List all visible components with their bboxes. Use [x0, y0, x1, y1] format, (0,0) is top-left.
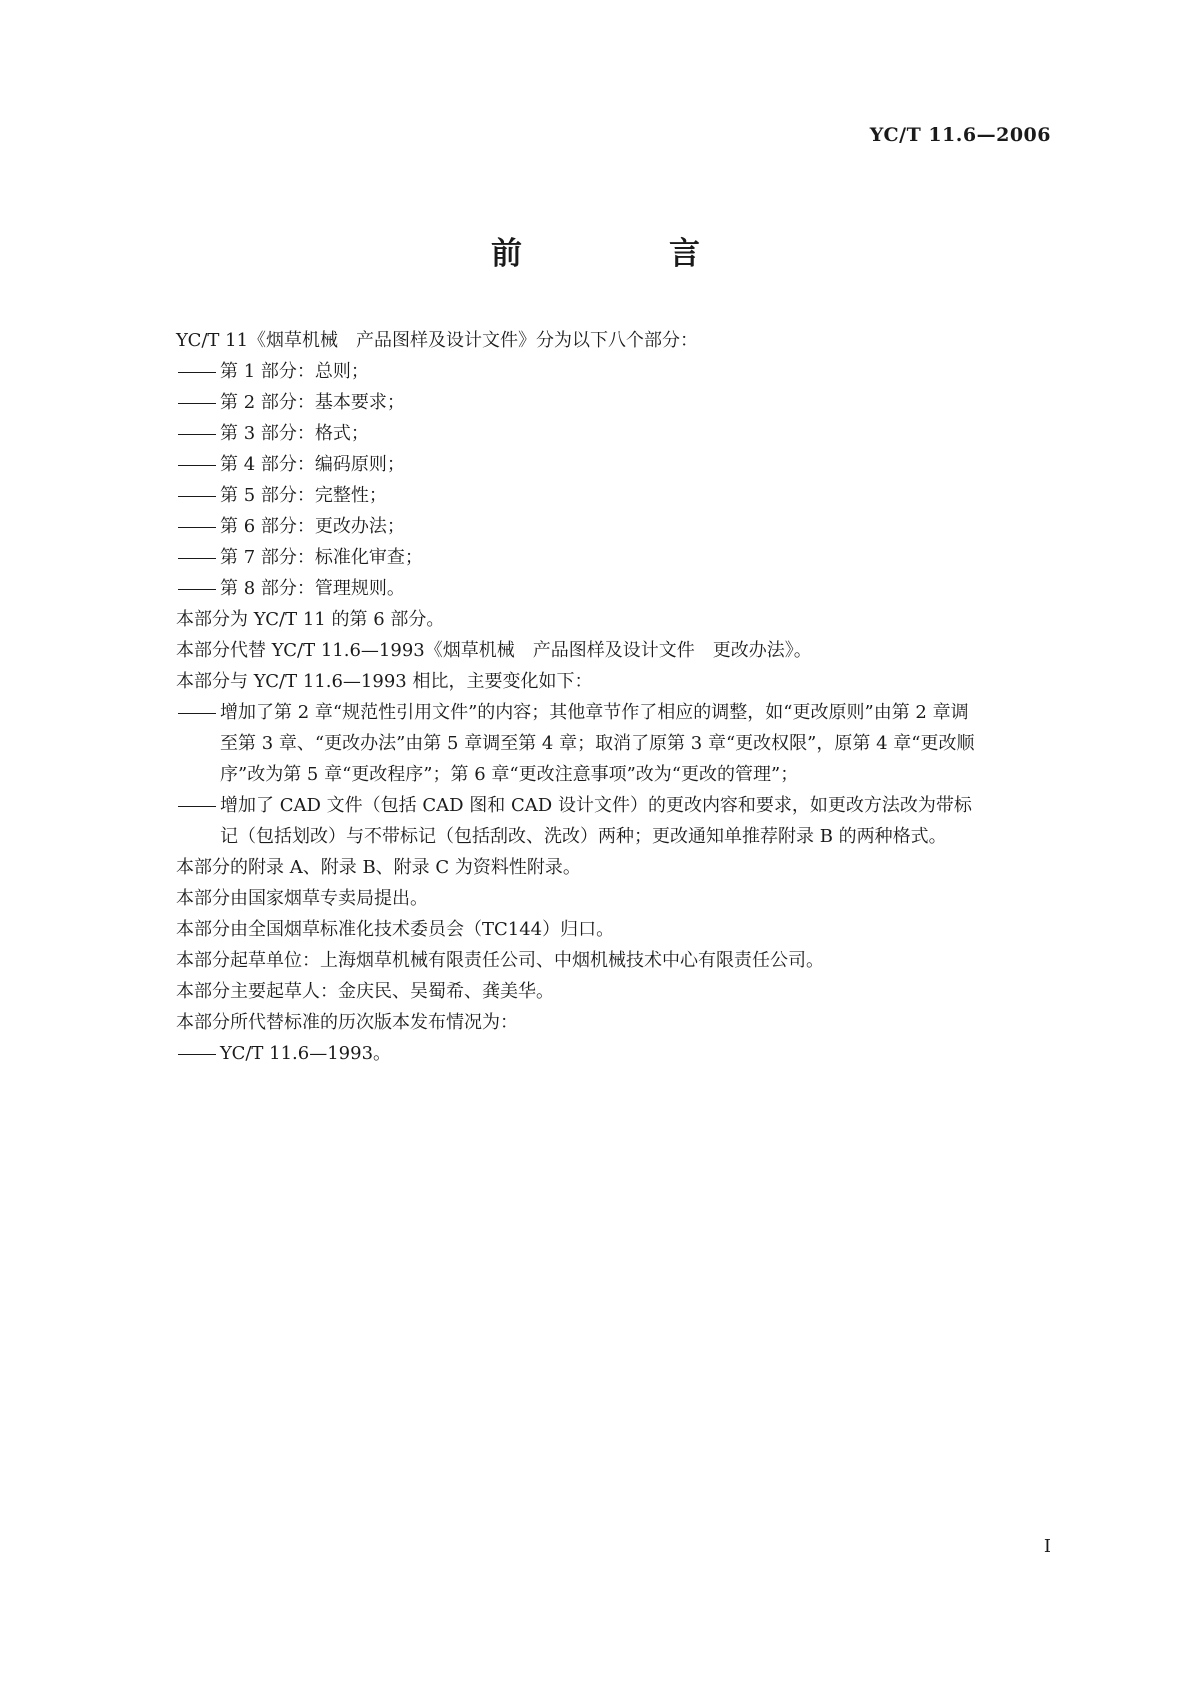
em-dash — [176, 1038, 220, 1069]
list-item-text: 第 5 部分：完整性； — [220, 485, 387, 506]
em-dash — [176, 480, 220, 511]
em-dash — [176, 418, 220, 449]
em-dash — [176, 697, 220, 728]
em-dash — [176, 511, 220, 542]
change-item — [176, 790, 1076, 852]
list-item — [176, 573, 1076, 604]
proposed-by-paragraph: 本部分由国家烟草专卖局提出。 — [176, 888, 428, 909]
list-item-text: 第 4 部分：编码原则； — [220, 454, 405, 475]
history-item — [176, 1038, 1076, 1069]
replaces-paragraph: 本部分代替 YC/T 11.6—1993《烟草机械 产品图样及设计文件 更改办法》。 — [176, 640, 812, 661]
change-item-text — [220, 790, 1076, 852]
em-dash — [176, 790, 220, 821]
em-dash — [176, 387, 220, 418]
em-dash — [176, 573, 220, 604]
change-item-text — [220, 697, 1076, 790]
page-title: 前 言 — [491, 236, 758, 272]
change-item-line: 序”改为第 5 章“更改程序”；第 6 章“更改注意事项”改为“更改的管理”； — [220, 764, 799, 785]
standard-code: YC/T 11.6—2006 — [869, 124, 1051, 146]
history-intro-paragraph: 本部分所代替标准的历次版本发布情况为： — [176, 1012, 518, 1033]
foreword-body — [176, 325, 1076, 1069]
list-item — [176, 449, 1076, 480]
this-part-paragraph: 本部分为 YC/T 11 的第 6 部分。 — [176, 609, 445, 630]
drafting-units-paragraph: 本部分起草单位：上海烟草机械有限责任公司、中烟机械技术中心有限责任公司。 — [176, 950, 824, 971]
change-item-line: 记（包括划改）与不带标记（包括刮改、洗改）两种；更改通知单推荐附录 B 的两种格式。 — [220, 826, 947, 847]
list-item-text: 第 8 部分：管理规则。 — [220, 578, 405, 599]
centralized-by-paragraph: 本部分由全国烟草标准化技术委员会（TC144）归口。 — [176, 919, 615, 940]
change-item-line: 增加了 CAD 文件（包括 CAD 图和 CAD 设计文件）的更改内容和要求，如更改方法改为带标 — [220, 795, 972, 816]
list-item-text: 第 1 部分：总则； — [220, 361, 369, 382]
change-item — [176, 697, 1076, 790]
list-item-text: 第 2 部分：基本要求； — [220, 392, 405, 413]
list-item — [176, 356, 1076, 387]
list-item-text: 第 7 部分：标准化审查； — [220, 547, 423, 568]
appendix-paragraph: 本部分的附录 A、附录 B、附录 C 为资料性附录。 — [176, 857, 581, 878]
em-dash — [176, 542, 220, 573]
page-number: I — [1043, 1536, 1051, 1557]
change-item-line: 至第 3 章、“更改办法”由第 5 章调至第 4 章；取消了原第 3 章“更改权限”，原第 4 章“更改顺 — [220, 733, 975, 754]
changes-intro-paragraph: 本部分与 YC/T 11.6—1993 相比，主要变化如下： — [176, 671, 593, 692]
em-dash — [176, 356, 220, 387]
change-item-line: 增加了第 2 章“规范性引用文件”的内容；其他章节作了相应的调整，如“更改原则”由第 2 章调 — [220, 702, 969, 723]
list-item — [176, 387, 1076, 418]
list-item — [176, 418, 1076, 449]
history-item-text: YC/T 11.6—1993。 — [220, 1043, 392, 1064]
list-item-text: 第 3 部分：格式； — [220, 423, 369, 444]
drafters-paragraph: 本部分主要起草人：金庆民、吴蜀希、龚美华。 — [176, 981, 554, 1002]
list-item — [176, 480, 1076, 511]
list-item — [176, 511, 1076, 542]
list-item — [176, 542, 1076, 573]
list-item-text: 第 6 部分：更改办法； — [220, 516, 405, 537]
em-dash — [176, 449, 220, 480]
intro-paragraph: YC/T 11《烟草机械 产品图样及设计文件》分为以下八个部分： — [176, 330, 699, 351]
